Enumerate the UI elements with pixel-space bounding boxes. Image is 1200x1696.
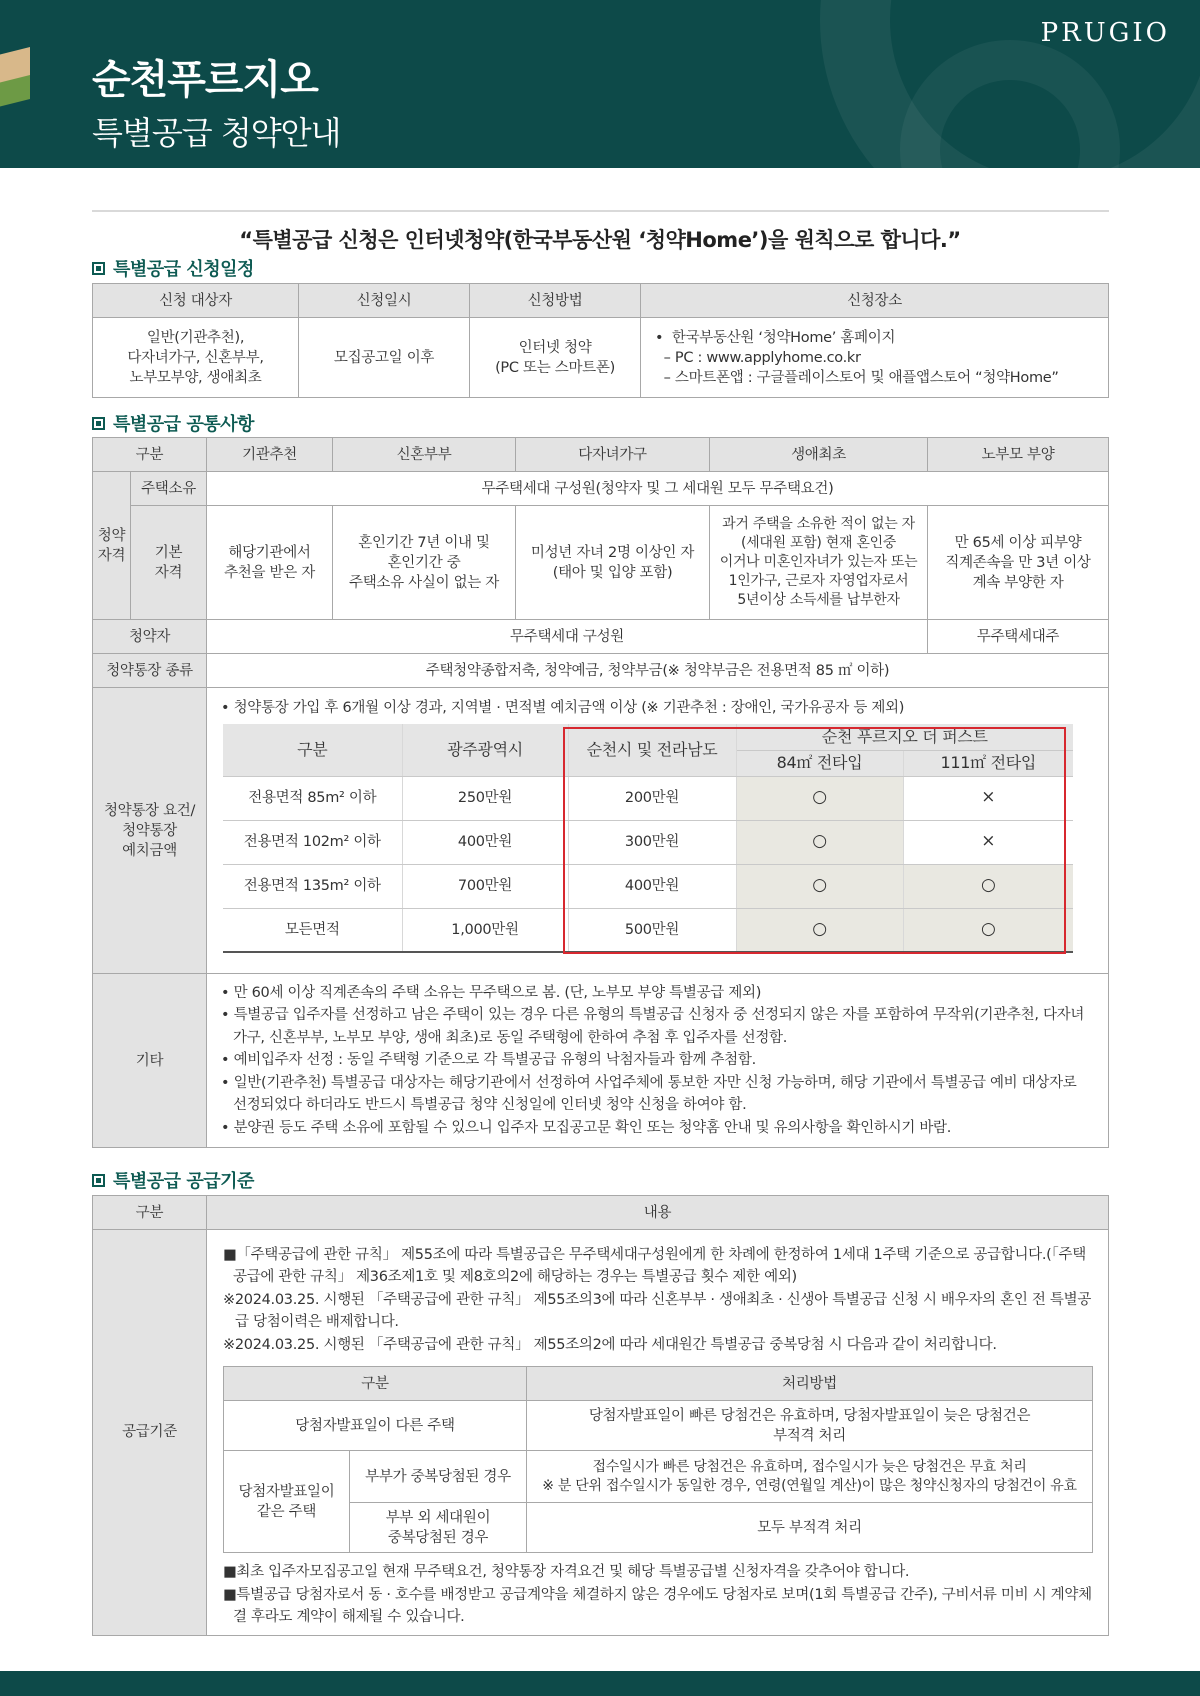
housing-value: 무주택세대 구성원(청약자 및 그 세대원 모두 무주택요건) <box>207 472 1109 506</box>
basic-firsttime: 과거 주택을 소유한 적이 없는 자 (세대원 포함) 현재 혼인중 이거나 미혼인자녀가 있는자 또는 1인가구, 근로자 자영업자로서 5년이상 소득세를 납부한자 <box>710 506 928 620</box>
deposit-t111-cell: × <box>903 820 1073 864</box>
text-line: 다자녀가구, 신혼부부, <box>127 349 264 366</box>
paragraph: ※2024.03.25. 시행된 「주택공급에 관한 규칙」 제55조의2에 따라 세대원간 특별공급 중복당첨 시 다음과 같이 처리합니다. <box>223 1336 997 1353</box>
deposit-project-header: 순천 푸르지오 더 퍼스트 <box>736 724 1073 750</box>
etc-label: 기타 <box>93 974 207 1148</box>
deposit-type-header: 111㎡ 전타입 <box>903 750 1073 776</box>
common-header-cell: 노부모 부양 <box>928 438 1109 472</box>
sub-header-cell: 처리방법 <box>527 1367 1093 1401</box>
duplicate-win-table <box>223 1366 1093 1553</box>
deposit-suncheon-cell: 300만원 <box>568 820 736 864</box>
square-bullet-icon <box>92 1174 105 1187</box>
text-line: • 한국부동산원 ‘청약Home’ 홈페이지 <box>655 329 896 346</box>
section-title-text: 특별공급 공급기준 <box>113 1171 254 1192</box>
schedule-header-cell: 신청방법 <box>470 284 641 318</box>
deposit-row <box>223 864 1073 908</box>
schedule-datetime-cell: 모집공고일 이후 <box>299 318 470 398</box>
etc-list <box>207 978 1108 1143</box>
deposit-t111-cell: × <box>903 776 1073 820</box>
criteria-label: 공급기준 <box>93 1230 207 1636</box>
schedule-table <box>92 283 1109 398</box>
list-item: • 분양권 등도 주택 소유에 포함될 수 있으니 입주자 모집공고문 확인 또는 청약홈 안내 및 유의사항을 확인하시기 바람. <box>221 1119 952 1136</box>
deposit-table <box>223 724 1073 953</box>
schedule-header-cell: 신청장소 <box>641 284 1109 318</box>
deposit-cell <box>207 688 1109 974</box>
deposit-t111-cell: ○ <box>903 864 1073 908</box>
criteria-footer <box>207 1557 1108 1634</box>
deposit-header-cell: 광주광역시 <box>402 724 568 776</box>
notice-heading: “특별공급 신청은 인터넷청약(한국부동산원 ‘청약Home’)을 원칙으로 합니다.” <box>239 228 961 252</box>
deposit-area-cell: 전용면적 102m² 이하 <box>223 820 402 864</box>
basic-agency: 해당기관에서 추천을 받은 자 <box>207 506 333 620</box>
square-bullet-icon <box>92 417 105 430</box>
schedule-target-cell <box>93 318 299 398</box>
common-header-cell: 생애최초 <box>710 438 928 472</box>
list-item: • 특별공급 입주자를 선정하고 남은 주택이 있는 경우 다른 유형의 특별공급 신청자 중 선정되지 않은 자를 포함하여 무작위(기관추천, 다자녀 가구, 신혼부부, 노부모 부양, 생애 최초)로 동일 주택형에 한하여 추첨 후 입주자를 선정함. <box>221 1007 1085 1046</box>
criteria-header-cell: 내용 <box>207 1196 1109 1230</box>
paragraph: ※2024.03.25. 시행된 「주택공급에 관한 규칙」 제55조의3에 따라 신혼부부 · 생애최초 · 신생아 특별공급 신청 시 배우자의 혼인 전 특별공급 당첨이력은 배제합니다. <box>223 1291 1092 1331</box>
deposit-t111-cell: ○ <box>903 908 1073 952</box>
section-title-text: 특별공급 공통사항 <box>113 414 254 435</box>
common-header-cell: 신혼부부 <box>333 438 516 472</box>
divider <box>92 210 1109 212</box>
deposit-gwangju-cell: 250만원 <box>402 776 568 820</box>
deposit-t84-cell: ○ <box>736 820 903 864</box>
footer-bar <box>0 1671 1200 1696</box>
etc-cell <box>207 974 1109 1148</box>
criteria-paragraphs <box>207 1230 1108 1362</box>
deposit-t84-cell: ○ <box>736 776 903 820</box>
basic-multichild: 미성년 자녀 2명 이상인 자 (태아 및 입양 포함) <box>516 506 710 620</box>
section-title-criteria <box>92 1167 254 1193</box>
basic-elderly: 만 65세 이상 피부양 직계존속을 만 3년 이상 계속 부양한 자 <box>928 506 1109 620</box>
account-type-value: 주택청약종합저축, 청약예금, 청약부금(※ 청약부금은 전용면적 85 ㎡ 이하) <box>207 654 1109 688</box>
deposit-header-cell: 순천시 및 전라남도 <box>568 724 736 776</box>
deposit-area-cell: 전용면적 85m² 이하 <box>223 776 402 820</box>
deposit-gwangju-cell: 1,000만원 <box>402 908 568 952</box>
schedule-header-cell: 신청 대상자 <box>93 284 299 318</box>
schedule-place-cell <box>641 318 1109 398</box>
criteria-content <box>207 1230 1109 1636</box>
paragraph: ■「주택공급에 관한 규칙」 제55조에 따라 특별공급은 무주택세대구성원에게 한 차례에 한정하여 1세대 1주택 기준으로 공급합니다.(「주택공급에 관한 규칙」 제36조제1호 및 제8호의2에 해당하는 경우는 특별공급 횟수 제한 예외) <box>223 1247 1086 1286</box>
other-method: 모두 부적격 처리 <box>527 1503 1093 1553</box>
list-item: • 만 60세 이상 직계존속의 주택 소유는 무주택으로 봄. (단, 노부모 부양 특별공급 제외) <box>221 984 762 1001</box>
housing-label: 주택소유 <box>131 472 207 506</box>
deposit-suncheon-cell: 400만원 <box>568 864 736 908</box>
paragraph: ■특별공급 당첨자로서 동 · 호수를 배정받고 공급계약을 체결하지 않은 경우에도 당첨자로 보며(1회 특별공급 간주), 구비서류 미비 시 계약체결 후라도 계약이 해제될 수 있습니다. <box>223 1586 1092 1626</box>
section-title-common <box>92 410 254 436</box>
deposit-type-header: 84㎡ 전타입 <box>736 750 903 776</box>
criteria-table <box>92 1195 1109 1636</box>
section-title-text: 특별공급 신청일정 <box>113 259 254 280</box>
diff-label: 당첨자발표일이 다른 주택 <box>224 1401 527 1451</box>
schedule-method-cell <box>470 318 641 398</box>
text-line: 노부모부양, 생애최초 <box>129 369 262 386</box>
deposit-bullet: • 청약통장 가입 후 6개월 이상 경과, 지역별 · 면적별 예치금액 이상 (※ 기관추천 : 장애인, 국가유공자 등 제외) <box>221 700 905 716</box>
deposit-suncheon-cell: 200만원 <box>568 776 736 820</box>
header-banner <box>0 0 1200 168</box>
list-item: • 예비입주자 선정 : 동일 주택형 기준으로 각 특별공급 유형의 낙첨자들과 함께 추첨함. <box>221 1052 756 1069</box>
common-table <box>92 437 1109 1148</box>
criteria-header-cell: 구분 <box>93 1196 207 1230</box>
deposit-gwangju-cell: 400만원 <box>402 820 568 864</box>
deposit-t84-cell: ○ <box>736 908 903 952</box>
list-item: • 일반(기관추천) 특별공급 대상자는 해당기관에서 선정하여 사업주체에 통보한 자만 신청 가능하며, 해당 기관에서 특별공급 예비 대상자로 선정되었다 하더라도 반드시 특별공급 청약 신청일에 인터넷 청약 신청을 하여야 함. <box>221 1074 1077 1114</box>
diff-method: 당첨자발표일이 빠른 당첨건은 유효하며, 당첨자발표일이 늦은 당첨건은 부적격 처리 <box>527 1401 1093 1451</box>
deposit-row <box>223 820 1073 864</box>
applicant-label: 청약자 <box>93 620 207 654</box>
same-label: 당첨자발표일이 같은 주택 <box>224 1451 350 1553</box>
deposit-row <box>223 908 1073 952</box>
couple-method: 접수일시가 빠른 당첨건은 유효하며, 접수일시가 늦은 당첨건은 무효 처리 ※ 분 단위 접수일시가 동일한 경우, 연령(연월일 계산)이 많은 청약신청자의 당첨건이 유효 <box>527 1451 1093 1503</box>
basic-newlywed: 혼인기간 7년 이내 및 혼인기간 중 주택소유 사실이 없는 자 <box>333 506 516 620</box>
deposit-suncheon-cell: 500만원 <box>568 908 736 952</box>
paragraph: ■최초 입주자모집공고일 현재 무주택요건, 청약통장 자격요건 및 해당 특별공급별 신청자격을 갖추어야 합니다. <box>223 1564 910 1581</box>
brand-logo: PRUGIO <box>1040 18 1170 48</box>
deposit-row <box>223 776 1073 820</box>
deposit-label: 청약통장 요건/ 청약통장 예치금액 <box>93 688 207 974</box>
text-line: 일반(기관추천), <box>146 329 245 346</box>
text-line: 인터넷 청약 <box>518 339 592 356</box>
deposit-area-cell: 전용면적 135m² 이하 <box>223 864 402 908</box>
sub-header-cell: 구분 <box>224 1367 527 1401</box>
deposit-header-cell: 구분 <box>223 724 402 776</box>
page-subtitle: 특별공급 청약안내 <box>92 114 341 152</box>
deposit-gwangju-cell: 700만원 <box>402 864 568 908</box>
common-header-cell: 구분 <box>93 438 207 472</box>
text-line: – 스마트폰앱 : 구글플레이스토어 및 애플앱스토어 “청약Home” <box>655 369 1059 386</box>
common-header-cell: 다자녀가구 <box>516 438 710 472</box>
page-title: 순천푸르지오 <box>92 57 318 103</box>
deposit-t84-cell: ○ <box>736 864 903 908</box>
section-title-schedule <box>92 255 254 281</box>
applicant-value: 무주택세대 구성원 <box>207 620 928 654</box>
couple-label: 부부가 중복당첨된 경우 <box>350 1451 527 1503</box>
deposit-area-cell: 모든면적 <box>223 908 402 952</box>
qualification-label: 청약 자격 <box>93 472 131 620</box>
text-line: – PC : www.applyhome.co.kr <box>655 349 861 366</box>
text-line: (PC 또는 스마트폰) <box>495 359 615 376</box>
applicant-elderly: 무주택세대주 <box>928 620 1109 654</box>
square-bullet-icon <box>92 262 105 275</box>
common-header-cell: 기관추천 <box>207 438 333 472</box>
other-label: 부부 외 세대원이 중복당첨된 경우 <box>350 1503 527 1553</box>
schedule-header-cell: 신청일시 <box>299 284 470 318</box>
basic-label: 기본 자격 <box>131 506 207 620</box>
account-type-label: 청약통장 종류 <box>93 654 207 688</box>
